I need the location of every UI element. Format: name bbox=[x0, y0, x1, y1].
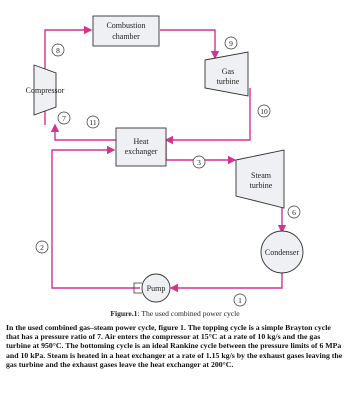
state-6-label: 6 bbox=[292, 208, 296, 217]
heat-exchanger-label-2: exchanger bbox=[124, 147, 158, 156]
state-11-label: 11 bbox=[89, 118, 97, 127]
state-1-label: 1 bbox=[238, 296, 242, 305]
line-heat-exchanger-exhaust bbox=[55, 125, 116, 140]
condenser-label: Condenser bbox=[264, 248, 300, 257]
line-chamber-to-gas-turbine bbox=[160, 30, 215, 58]
state-8-label: 8 bbox=[56, 46, 60, 55]
state-3-label: 3 bbox=[197, 158, 201, 167]
steam-turbine-label-1: Steam bbox=[251, 171, 271, 180]
state-10-label: 10 bbox=[260, 107, 268, 116]
gas-turbine-label-2: turbine bbox=[216, 77, 240, 86]
gas-turbine-label-1: Gas bbox=[221, 67, 235, 76]
problem-description: In the used combined gas–steam power cycle, figure 1. The topping cycle is a simple Brayton cycle that has a pressure ratio of 7. Air enters the compressor at 15°C at a rate of 10 kg/s and the gas turbine at 950°C. The bottoming cycle is an ideal Rankine cycle between the pressure limits of 6 MPa and 10 kPa. Steam is heated in a heat exchanger at a rate of 1.15 kg/s by the exhaust gases leaving the gas turbine and the exhaust gases leave the heat exchanger at 200°C. bbox=[6, 323, 343, 369]
state-7-label: 7 bbox=[62, 114, 66, 123]
figure-caption-text: : The used combined power cycle bbox=[137, 309, 240, 318]
line-gas-turbine-to-heat-exchanger bbox=[166, 88, 250, 140]
combustion-chamber-label-1: Combustion bbox=[106, 21, 146, 30]
figure-caption bbox=[110, 309, 240, 318]
compressor-label: Compressor bbox=[25, 86, 65, 95]
steam-turbine-label-2: turbine bbox=[249, 181, 273, 190]
figure-caption-label: Figure.1 bbox=[110, 309, 138, 318]
heat-exchanger-label-1: Heat bbox=[133, 137, 149, 146]
line-condenser-to-pump bbox=[171, 272, 282, 288]
pump-label: Pump bbox=[146, 284, 166, 293]
line-pump-to-heat-exchanger bbox=[52, 150, 140, 288]
combustion-chamber-label-2: chamber bbox=[112, 32, 140, 41]
state-9-label: 9 bbox=[229, 39, 233, 48]
state-2-label: 2 bbox=[40, 243, 44, 252]
